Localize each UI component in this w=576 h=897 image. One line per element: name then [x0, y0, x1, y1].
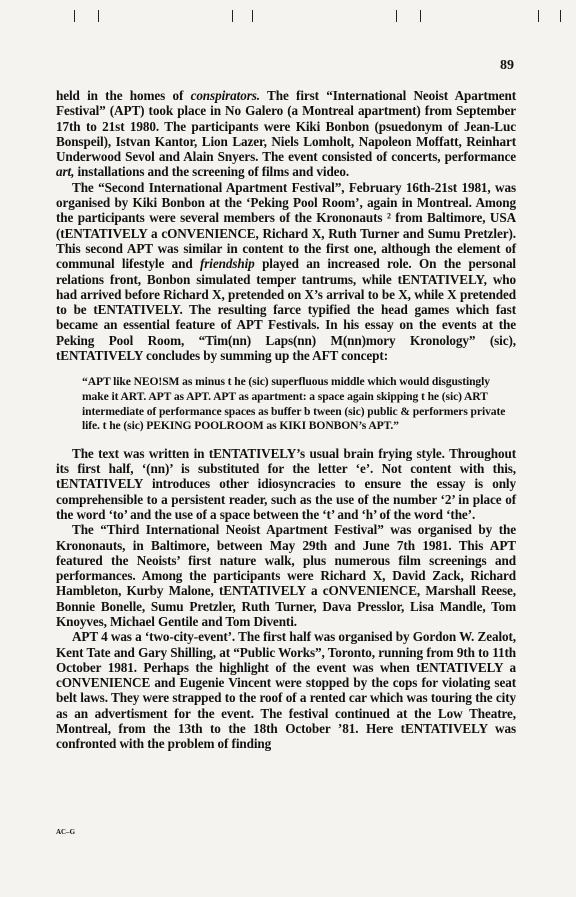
footer-mark: AC–G	[56, 828, 76, 836]
italic-text: friendship	[199, 256, 255, 272]
crop-mark	[98, 10, 99, 22]
text-segment: The first “International Neoist Apartment Festival” (APT) took place in No Galero (a Montreal apartment) from September 17th to 21st 1980. The participants were Kiki Bonbon (psuedonym of Jean-Luc Bonspeil), Istvan Kantor, Lion Lazer, Niels Lomholt, Napoleon Moffatt, Reinhart Underwood Sevol and Alain Snyers. The event consisted of concerts, performance	[56, 88, 516, 165]
text-segment: held in the homes of	[56, 88, 191, 103]
crop-mark	[252, 10, 253, 22]
text-segment: installations and the screening of films and video.	[74, 164, 350, 180]
body-text	[56, 88, 516, 752]
crop-mark	[538, 10, 539, 22]
text-segment: played an increased role. On the personal relations front, Bonbon simulated temper tantrums, while tENTATIVELY, who had arrived before Richard X, pretended on X’s arrival to be X, while X pretended to be tENTATIVELY. The resulting farce typified the head games which fast became an essential feature of APT Festivals. In his essay on the events at the Peking Pool Room, “Tim(nn) Laps(nn) M(nn)mory Kronology” (sic), tENTATIVELY concludes by summing up the AFT concept:	[56, 256, 516, 364]
page-number: 89	[500, 58, 514, 73]
text-segment: “APT like NEO!SM as minus t he (sic) superfluous middle which would disgustingly make it ART. APT as APT. APT as apartment: a space again skipping t he (sic) ART intermediate of performance spaces as buffer b tween (sic) public & performers private life. t he (sic) PEKING POOLROOM as KIKI BONBON’s APT.”	[82, 375, 506, 433]
text-segment: The “Third International Neoist Apartment Festival” was organised by the Krononauts, in Baltimore, between May 29th and June 7th 1981. This APT featured the Neoists’ first nature walk, plus numerous film screenings and performances. Among the participants were Richard X, David Zack, Richard Hambleton, Kurby Malone, tENTATIVELY a cONVENIENCE, Marshall Reese, Bonnie Bonelle, Sumu Pretzler, Ruth Turner, Dava Presslor, Lisa Mandle, Tom Knoyves, Michael Gentile and Tom Diventi.	[56, 522, 516, 629]
italic-text: conspirators.	[190, 88, 260, 103]
paragraph	[56, 522, 516, 629]
italic-text: art,	[56, 164, 75, 180]
crop-mark	[74, 10, 75, 22]
text-segment: APT 4 was a ‘two-city-event’. The first half was organised by Gordon W. Zealot, Kent Tate and Gary Shilling, at “Public Works”, Toronto, running from 9th to 11th October 1981. Perhaps the highlight of the event was when tENTATIVELY a cONVENIENCE and Eugenie Vincent were stopped by the cops for violating seat belt laws. They were strapped to the roof of a rented car which was touring the city as an advertisment for the event. The festival continued at the Low Theatre, Montreal, from the 13th to the 18th October ’81. Here tENTATIVELY was confronted with the problem of finding	[56, 629, 516, 752]
paragraph	[56, 629, 516, 751]
crop-mark	[396, 10, 397, 22]
paragraph	[56, 180, 516, 364]
crop-mark	[232, 10, 233, 22]
text-segment: The “Second International Apartment Festival”, February 16th-21st 1981, was organised by Kiki Bonbon at the ‘Peking Pool Room’, again in Montreal. Among the participants were several members of the Krononauts ² from Baltimore, USA (tENTATIVELY a cONVENIENCE, Richard X, Ruth Turner and Sumu Pretzler). This second APT was similar in content to the first one, although the element of communal lifestyle and	[56, 179, 516, 272]
top-crop-marks	[0, 4, 576, 24]
crop-mark	[420, 10, 421, 22]
paragraph	[56, 446, 516, 522]
paragraph	[56, 88, 516, 180]
text-segment: The text was written in tENTATIVELY’s usual brain frying style. Throughout its first half, ‘(nn)’ is substituted for the letter ‘e’. Not content with this, tENTATIVELY introduces other idiosyncracies to ensure the essay is only comprehensible to a persistent reader, such as the use of the number ‘2’ in place of the word ‘to’ and the use of a space between the ‘t’ and ‘h’ of the word ‘the’.	[56, 445, 516, 522]
crop-mark	[560, 10, 561, 22]
block-quote	[82, 375, 506, 433]
